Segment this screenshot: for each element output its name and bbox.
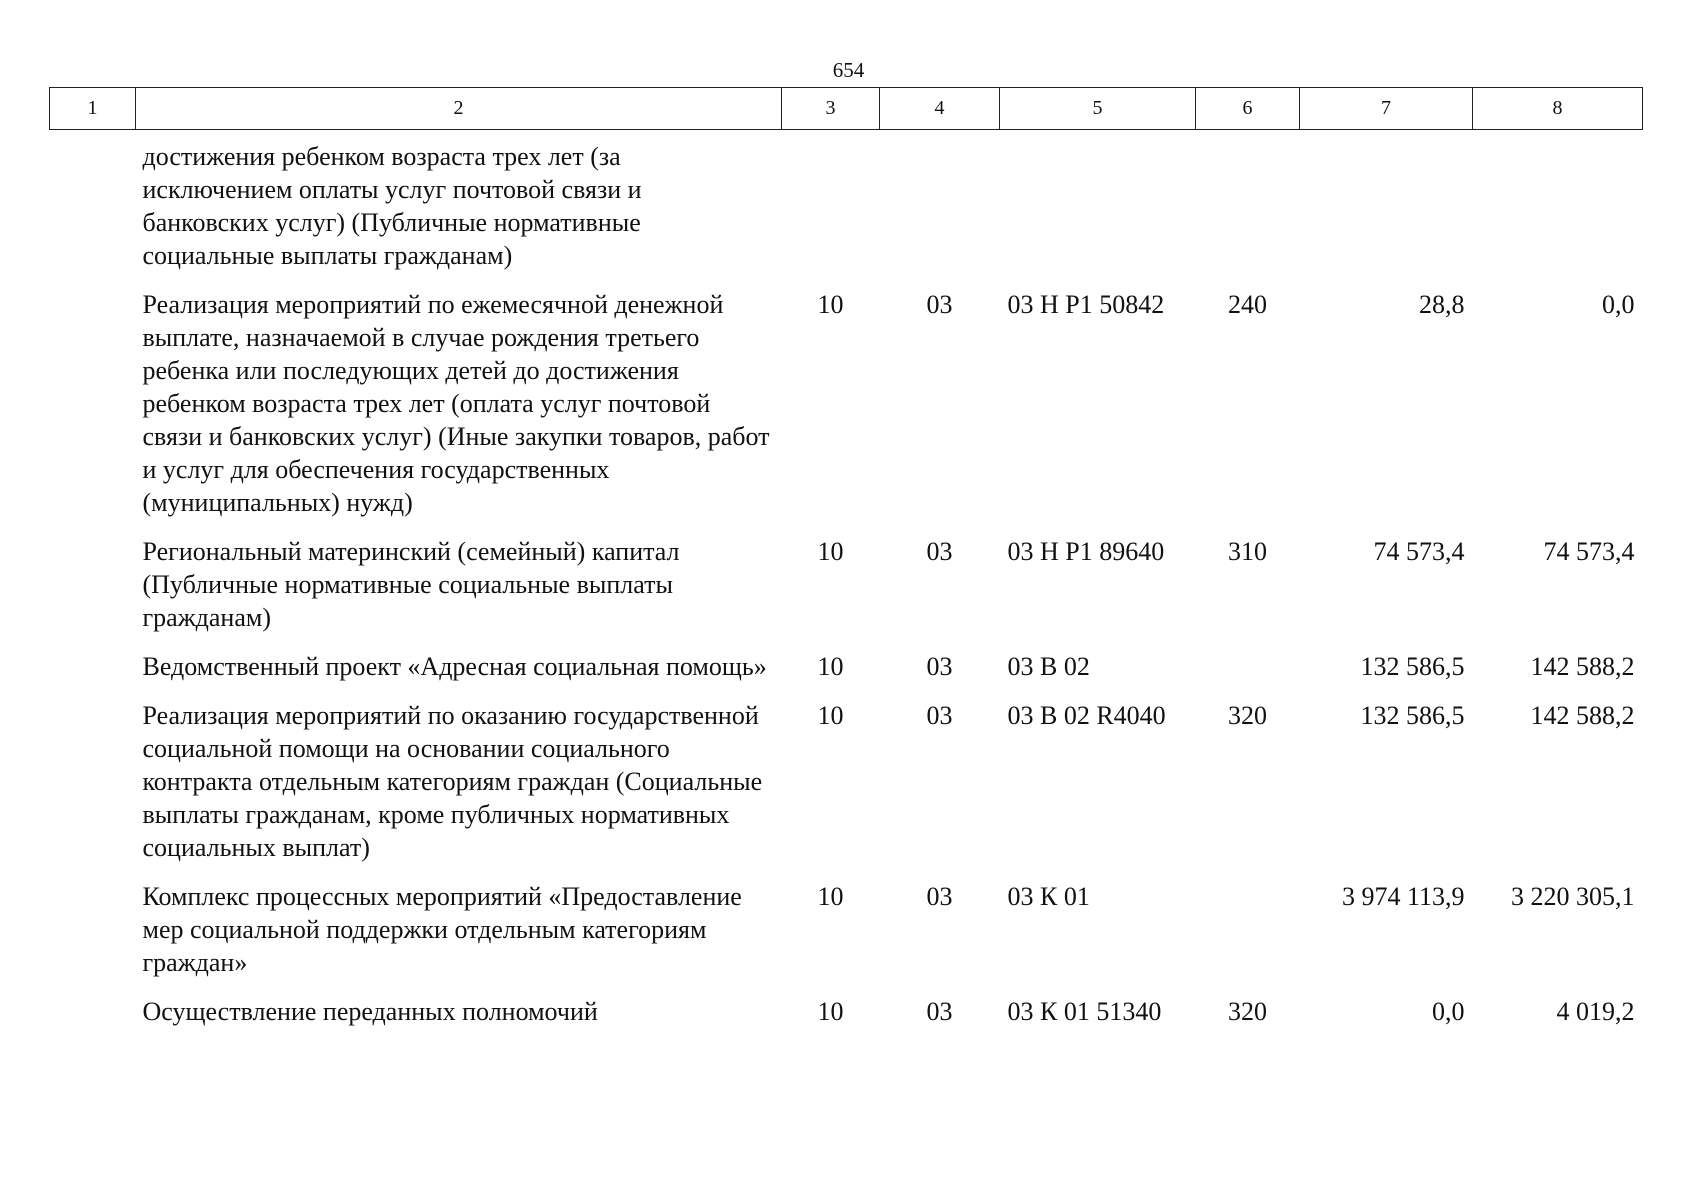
row-description: достижения ребенком возраста трех лет (за исключением оплаты услуг почтовой связи и банковских услуг) (Публичные нормативные социальные выплаты гражданам) — [142, 142, 642, 270]
row-section: 10 — [817, 701, 844, 730]
table-row — [50, 535, 1643, 650]
budget-table — [49, 87, 1643, 1044]
header-col-4: 4 — [880, 88, 1000, 130]
row-description: Комплекс процессных мероприятий «Предоставление мер социальной поддержки отдельным категориям граждан» — [142, 882, 742, 977]
row-expense-type: 310 — [1228, 537, 1267, 566]
row-description: Ведомственный проект «Адресная социальная помощь» — [142, 652, 767, 681]
row-subsection: 03 — [926, 652, 953, 681]
row-section — [782, 130, 880, 289]
header-col-5: 5 — [1000, 88, 1196, 130]
row-target-article: 03 Н Р1 89640 — [1007, 537, 1165, 566]
header-col-7: 7 — [1300, 88, 1473, 130]
row-subsection: 03 — [926, 290, 953, 319]
row-sum-col8: 0,0 — [1602, 290, 1635, 319]
row-sum-col7: 132 586,5 — [1360, 701, 1465, 730]
row-description: Осуществление переданных полномочий — [142, 997, 598, 1026]
table-row — [50, 880, 1643, 995]
row-sum-col7: 28,8 — [1419, 290, 1465, 319]
table-row — [50, 288, 1643, 535]
row-section: 10 — [817, 652, 844, 681]
row-expense-type — [1196, 880, 1300, 995]
table-row — [50, 130, 1643, 289]
row-sum-col8: 74 573,4 — [1543, 537, 1635, 566]
row-expense-type — [1196, 650, 1300, 699]
row-section: 10 — [817, 290, 844, 319]
header-col-2: 2 — [136, 88, 782, 130]
row-expense-type: 320 — [1228, 997, 1267, 1026]
header-row — [50, 88, 1643, 130]
table-row — [50, 650, 1643, 699]
page-number: 654 — [832, 58, 865, 82]
row-sum-col7: 3 974 113,9 — [1341, 882, 1465, 911]
row-section: 10 — [817, 882, 844, 911]
row-subsection: 03 — [926, 537, 953, 566]
row-sum-col8: 4 019,2 — [1556, 997, 1635, 1026]
row-target-article: 03 В 02 R4040 — [1007, 701, 1166, 730]
row-subsection: 03 — [926, 882, 953, 911]
header-col-1: 1 — [50, 88, 136, 130]
row-expense-type: 240 — [1228, 290, 1267, 319]
table-row — [50, 699, 1643, 880]
row-target-article: 03 К 01 51340 — [1007, 997, 1162, 1026]
table-header — [50, 88, 1643, 130]
header-col-8: 8 — [1473, 88, 1643, 130]
row-sum-col7: 0,0 — [1432, 997, 1465, 1026]
row-sum-col8 — [1473, 130, 1643, 289]
row-target-article — [1000, 130, 1196, 289]
row-description: Реализация мероприятий по оказанию государственной социальной помощи на основании социального контракта отдельным категориям граждан (Социальные выплаты гражданам, кроме публичных нормативных социальных выплат) — [142, 701, 763, 862]
row-sum-col8: 142 588,2 — [1530, 701, 1635, 730]
row-description: Региональный материнский (семейный) капитал (Публичные нормативные социальные выплаты гражданам) — [142, 537, 680, 632]
table-body — [50, 130, 1643, 1045]
row-target-article: 03 Н Р1 50842 — [1007, 290, 1165, 319]
table-row — [50, 995, 1643, 1044]
row-description: Реализация мероприятий по ежемесячной денежной выплате, назначаемой в случае рождения третьего ребенка или последующих детей до достижения ребенком возраста трех лет (оплата услуг почтовой связи и банковских услуг) (Иные закупки товаров, работ и услуг для обеспечения государственных (муниципальных) нужд) — [142, 290, 770, 517]
row-subsection: 03 — [926, 701, 953, 730]
row-sum-col7: 132 586,5 — [1360, 652, 1465, 681]
row-target-article: 03 В 02 — [1007, 652, 1090, 681]
header-col-3: 3 — [782, 88, 880, 130]
row-expense-type — [1196, 130, 1300, 289]
row-sum-col8: 142 588,2 — [1530, 652, 1635, 681]
row-target-article: 03 К 01 — [1007, 882, 1090, 911]
row-sum-col8: 3 220 305,1 — [1511, 882, 1635, 911]
row-section: 10 — [817, 997, 844, 1026]
row-subsection — [880, 130, 1000, 289]
row-section: 10 — [817, 537, 844, 566]
row-subsection: 03 — [926, 997, 953, 1026]
header-col-6: 6 — [1196, 88, 1300, 130]
row-expense-type: 320 — [1228, 701, 1267, 730]
row-sum-col7 — [1300, 130, 1473, 289]
row-sum-col7: 74 573,4 — [1373, 537, 1465, 566]
